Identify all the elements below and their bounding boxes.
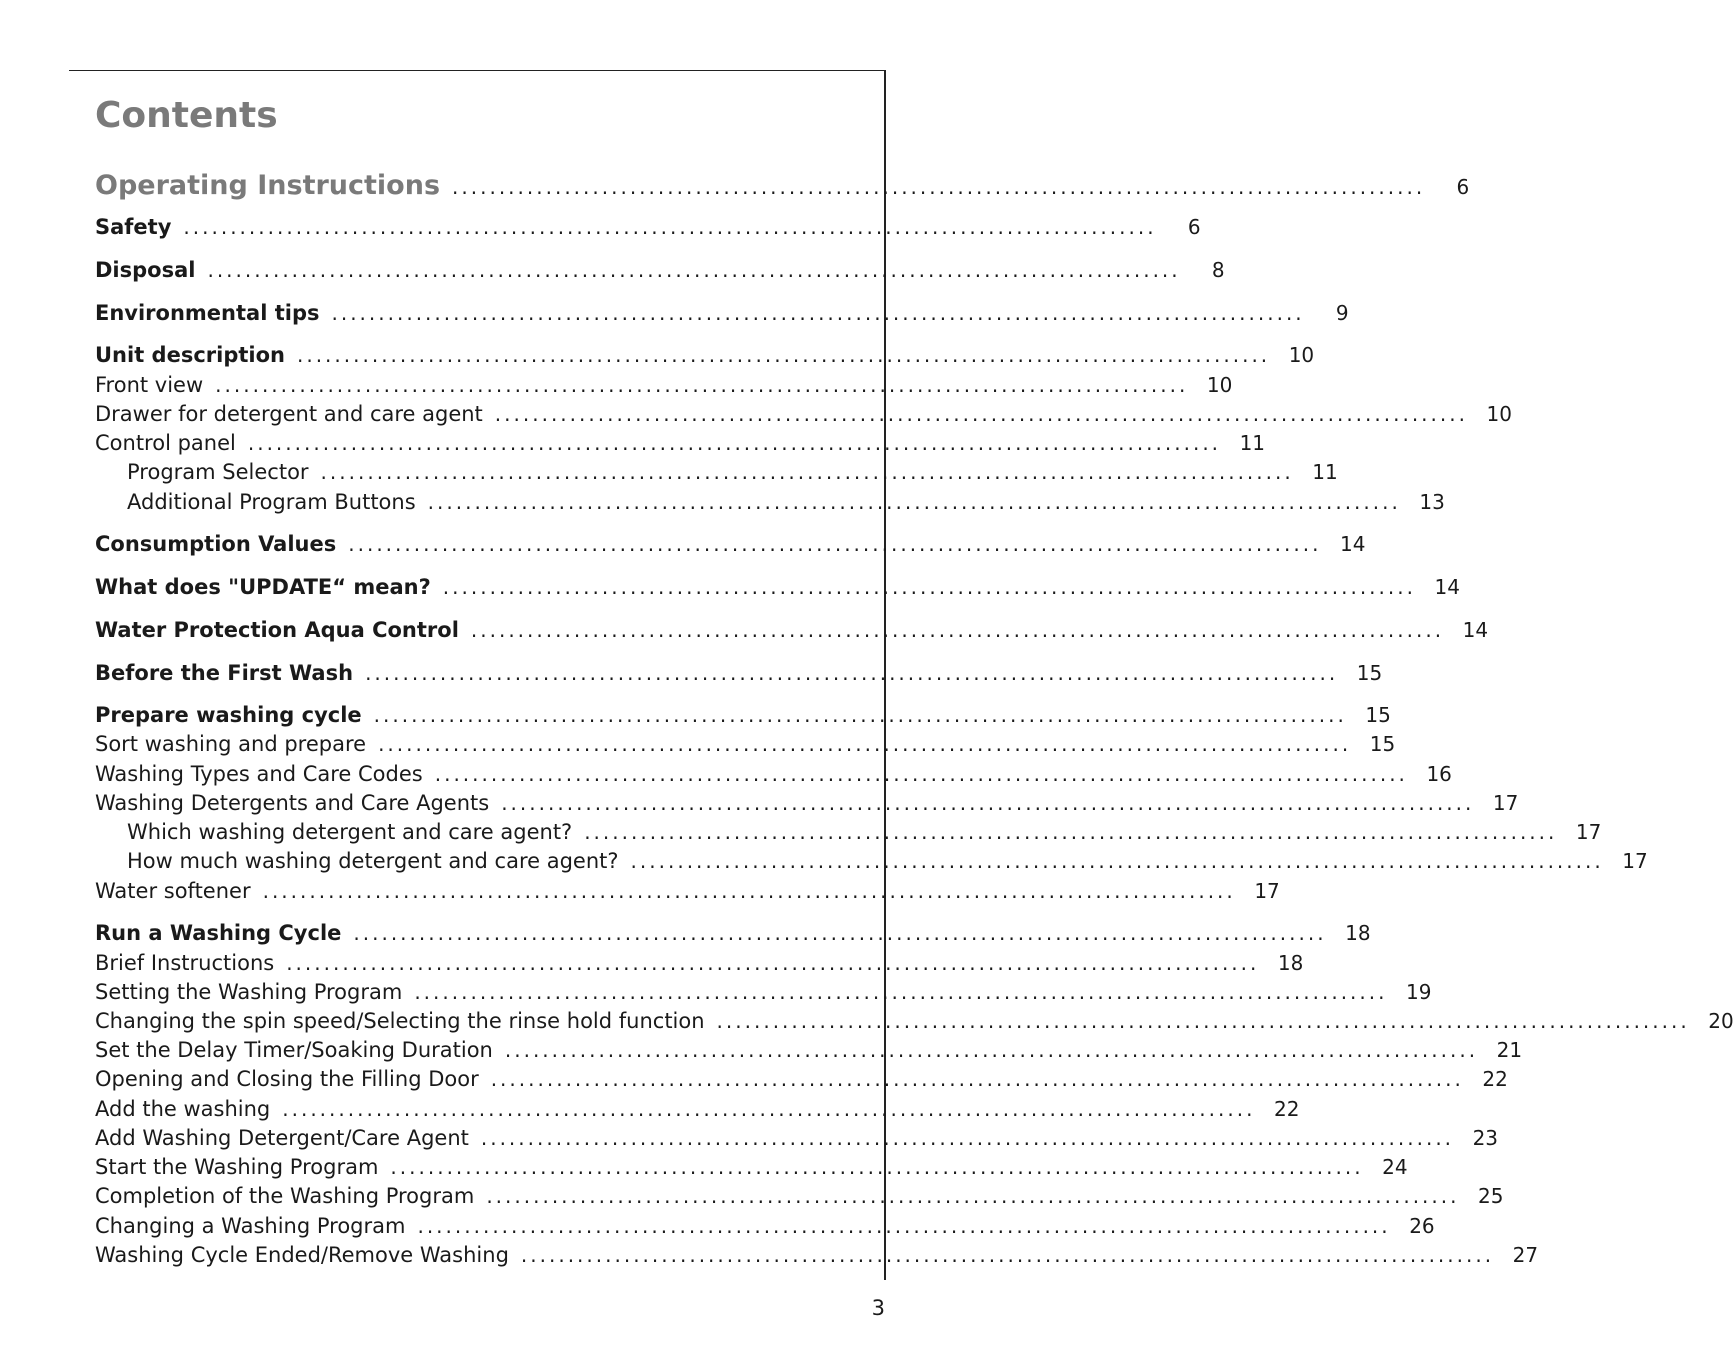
toc-entry-label: Operating Instructions (95, 170, 441, 201)
toc-entry-label: Add the washing (95, 1097, 271, 1121)
toc-entry-page: 10 (1486, 402, 1512, 426)
toc-entry-page: 11 (1312, 460, 1338, 484)
toc-entry-label: Additional Program Buttons (127, 490, 416, 514)
toc-entry-label: Washing Types and Care Codes (95, 762, 423, 786)
toc-entry[interactable] (95, 1243, 1539, 1273)
toc-dot-leader: ........................................................................................................ (348, 532, 1322, 556)
toc-entry[interactable] (95, 618, 1489, 648)
toc-entry[interactable] (95, 762, 1452, 792)
toc-entry-page: 6 (1456, 175, 1470, 199)
page-number: 3 (871, 1296, 885, 1320)
toc-entry[interactable] (95, 431, 1266, 461)
toc-entry[interactable] (95, 732, 1396, 762)
toc-entry[interactable] (95, 951, 1304, 981)
toc-entry[interactable] (95, 1009, 1734, 1039)
toc-entry-page: 13 (1419, 490, 1445, 514)
toc-dot-leader: ........................................................................................................ (427, 490, 1401, 514)
toc-entry-label: Disposal (95, 258, 196, 282)
toc-entry-page: 24 (1382, 1155, 1408, 1179)
toc-entry[interactable] (95, 661, 1383, 691)
toc-entry[interactable] (95, 1097, 1300, 1127)
toc-entry-page: 15 (1356, 661, 1383, 685)
toc-entry-label: What does "UPDATE“ mean? (95, 575, 431, 599)
toc-entry[interactable] (95, 791, 1519, 821)
toc-entry-page: 8 (1211, 258, 1225, 282)
toc-entry-label: Safety (95, 215, 172, 239)
toc-dot-leader: ........................................................................................................ (320, 460, 1294, 484)
toc-entry-label: Brief Instructions (95, 951, 275, 975)
toc-entry-page: 22 (1482, 1067, 1508, 1091)
toc-entry-label: Setting the Washing Program (95, 980, 403, 1004)
toc-dot-leader: ........................................................................................................ (215, 373, 1189, 397)
toc-entry-label: Add Washing Detergent/Care Agent (95, 1126, 469, 1150)
toc-entry-label: Water Protection Aqua Control (95, 618, 459, 642)
toc-dot-leader: ........................................................................................................ (520, 1243, 1495, 1267)
toc-dot-leader: ........................................................................................................ (282, 1097, 1256, 1121)
toc-entry-page: 17 (1492, 791, 1519, 815)
toc-entry-page: 14 (1462, 618, 1489, 642)
toc-entry-page: 6 (1187, 215, 1201, 239)
toc-entry[interactable] (95, 1067, 1508, 1097)
toc-dot-leader: ........................................................................................................ (417, 1214, 1391, 1238)
toc-entry-label: Changing the spin speed/Selecting the rinse hold function (95, 1009, 705, 1033)
toc-entry[interactable] (127, 460, 1338, 490)
toc-dot-leader: ........................................................................................................ (353, 921, 1327, 945)
toc-entry[interactable] (95, 879, 1280, 909)
toc-entry[interactable] (95, 980, 1432, 1010)
toc-entry-page: 26 (1409, 1214, 1435, 1238)
toc-entry[interactable] (95, 1155, 1408, 1185)
toc-entry-label: Unit description (95, 343, 285, 367)
toc-entry[interactable] (95, 575, 1460, 605)
toc-entry[interactable] (95, 1038, 1523, 1068)
toc-entry-page: 18 (1345, 921, 1371, 945)
toc-entry[interactable] (95, 1214, 1435, 1244)
toc-entry[interactable] (95, 532, 1366, 562)
toc-entry[interactable] (95, 258, 1225, 288)
toc-entry-page: 21 (1496, 1038, 1523, 1062)
toc-entry-page: 20 (1708, 1009, 1734, 1033)
toc-entry-label: Completion of the Washing Program (95, 1184, 475, 1208)
toc-entry[interactable] (95, 703, 1391, 733)
toc-dot-leader: ........................................................................................................ (494, 402, 1468, 426)
toc-entry-label: Control panel (95, 431, 236, 455)
toc-entry-page: 22 (1273, 1097, 1300, 1121)
toc-entry-page: 19 (1406, 980, 1432, 1004)
toc-entry-page: 18 (1277, 951, 1304, 975)
toc-entry-label: Washing Detergents and Care Agents (95, 791, 490, 815)
toc-entry-page: 14 (1339, 532, 1366, 556)
toc-entry-label: How much washing detergent and care agent? (127, 849, 619, 873)
toc-entry-page: 25 (1478, 1184, 1504, 1208)
toc-entry-page: 17 (1575, 820, 1602, 844)
toc-dot-leader: ........................................................................................................ (378, 732, 1352, 756)
toc-entry-label: Changing a Washing Program (95, 1214, 406, 1238)
toc-entry-page: 10 (1206, 373, 1233, 397)
toc-entry-label: Washing Cycle Ended/Remove Washing (95, 1243, 509, 1267)
toc-dot-leader: ........................................................................................................ (490, 1067, 1464, 1091)
toc-dot-leader: ........................................................................................................ (207, 258, 1181, 282)
toc-entry-label: Run a Washing Cycle (95, 921, 342, 945)
toc-entry-page: 23 (1472, 1126, 1499, 1150)
toc-entry-label: Drawer for detergent and care agent (95, 402, 483, 426)
toc-entry-page: 15 (1369, 732, 1396, 756)
toc-entry-page: 15 (1365, 703, 1391, 727)
toc-entry[interactable] (95, 921, 1371, 951)
toc-entry[interactable] (95, 1126, 1499, 1156)
toc-dot-leader: ........................................................................................................ (262, 879, 1236, 903)
toc-entry-page: 27 (1512, 1243, 1539, 1267)
toc-dot-leader: ........................................................................................................ (716, 1009, 1690, 1033)
toc-entry[interactable] (127, 820, 1602, 850)
toc-entry-label: Program Selector (127, 460, 309, 484)
toc-entry[interactable] (95, 1184, 1504, 1214)
toc-entry-page: 17 (1622, 849, 1648, 873)
toc-dot-leader: ........................................................................................................ (414, 980, 1388, 1004)
toc-dot-leader: ........................................................................................................ (390, 1155, 1364, 1179)
toc-dot-leader: ........................................................................................................ (183, 215, 1157, 239)
toc-dot-leader: ........................................................................................................ (486, 1184, 1460, 1208)
toc-entry-page: 14 (1434, 575, 1460, 599)
toc-dot-leader: ........................................................................................................ (584, 820, 1558, 844)
toc-dot-leader: ........................................................................................................ (442, 575, 1416, 599)
toc-entry[interactable] (127, 490, 1445, 520)
toc-entry-page: 10 (1288, 343, 1315, 367)
toc-entry-label: Front view (95, 373, 204, 397)
toc-entry-page: 17 (1254, 879, 1280, 903)
toc-entry[interactable] (95, 170, 1470, 201)
toc-entry-page: 11 (1239, 431, 1266, 455)
toc-entry-label: Sort washing and prepare (95, 732, 367, 756)
toc-entry-label: Which washing detergent and care agent? (127, 820, 573, 844)
toc-entry-label: Consumption Values (95, 532, 337, 556)
toc-dot-leader: ........................................................................................................ (247, 431, 1222, 455)
toc-entry[interactable] (127, 849, 1648, 879)
toc-dot-leader: ........................................................................................................ (365, 661, 1339, 685)
toc-entry-label: Before the First Wash (95, 661, 354, 685)
toc-entry-label: Prepare washing cycle (95, 703, 362, 727)
toc-entry[interactable] (95, 402, 1512, 432)
toc-entry-label: Environmental tips (95, 301, 320, 325)
page-title: Contents (95, 95, 278, 136)
toc-entry-page: 16 (1426, 762, 1452, 786)
toc-dot-leader: ........................................................................................................ (296, 343, 1271, 367)
toc-entry-label: Start the Washing Program (95, 1155, 379, 1179)
toc-entry-page: 9 (1335, 301, 1349, 325)
toc-entry[interactable] (95, 373, 1233, 403)
toc-dot-leader: ........................................................................................................ (286, 951, 1260, 975)
toc-entry-label: Set the Delay Timer/Soaking Duration (95, 1038, 493, 1062)
toc-dot-leader: ........................................................................................................ (504, 1038, 1479, 1062)
toc-dot-leader: ........................................................................................................ (501, 791, 1475, 815)
toc-dot-leader: ........................................................................................................ (630, 849, 1604, 873)
toc-dot-leader: ........................................................................................................ (470, 618, 1445, 642)
toc-entry[interactable] (95, 301, 1349, 331)
toc-dot-leader: ........................................................................................................ (331, 301, 1305, 325)
toc-dot-leader: ........................................................................................................ (373, 703, 1347, 727)
toc-entry-label: Opening and Closing the Filling Door (95, 1067, 479, 1091)
toc-entry-label: Water softener (95, 879, 251, 903)
toc-entry[interactable] (95, 343, 1315, 373)
toc-dot-leader: ........................................................................................................ (452, 175, 1426, 199)
toc-dot-leader: ........................................................................................................ (480, 1126, 1455, 1150)
toc-entry[interactable] (95, 215, 1201, 245)
toc-dot-leader: ........................................................................................................ (434, 762, 1408, 786)
